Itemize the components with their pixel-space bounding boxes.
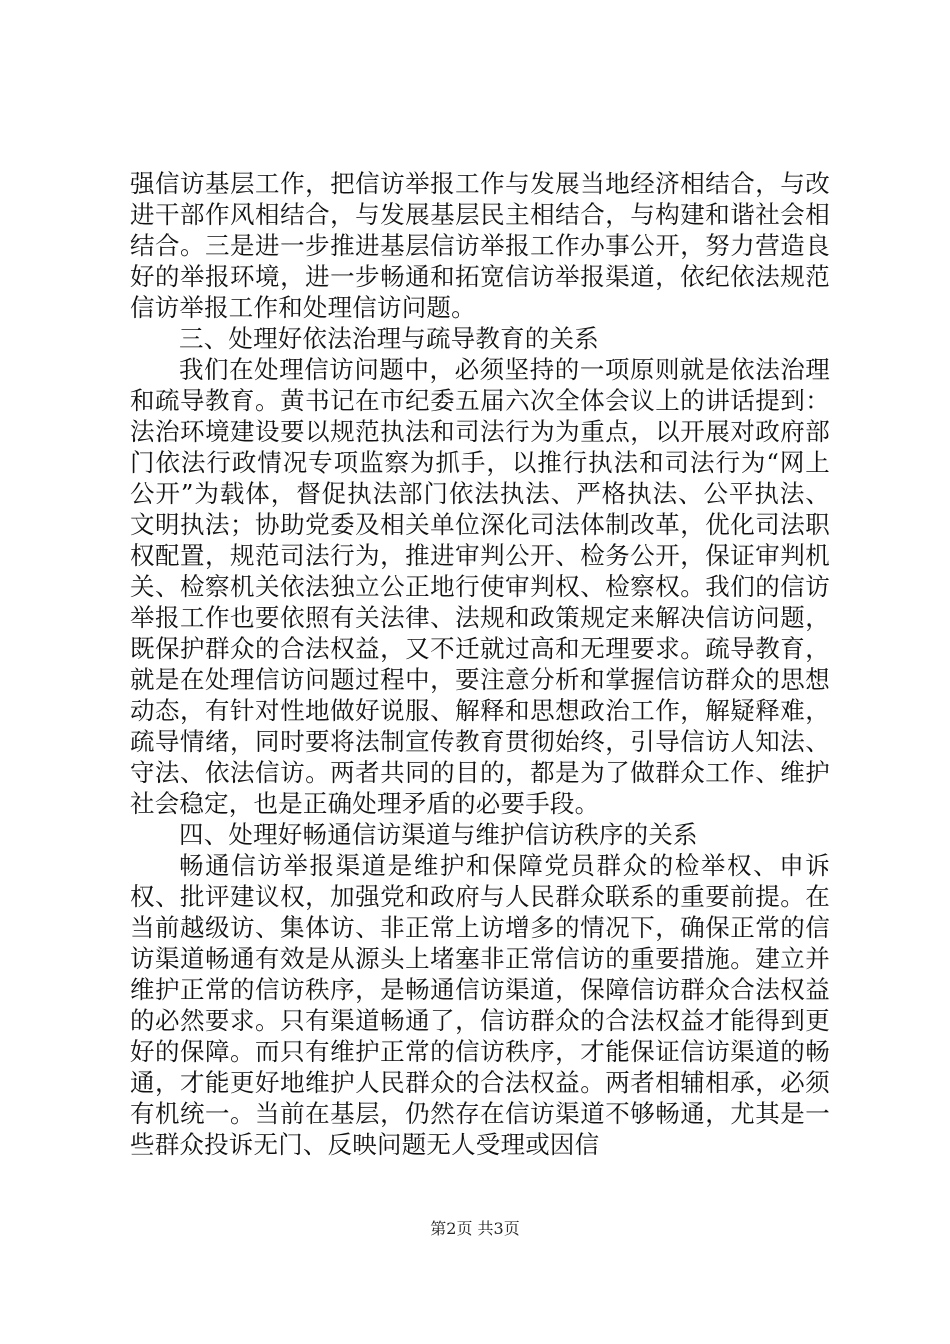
section-heading-3: 三、处理好依法治理与疏导教育的关系 <box>179 324 599 353</box>
document-body <box>130 168 830 1160</box>
paragraph-section-4: 畅通信访举报渠道是维护和保障党员群众的检举权、申诉权、批评建议权，加强党和政府与人民群众联系的重要前提。在当前越级访、集体访、非正常上访增多的情况下，确保正常的信访渠道畅通有效是从源头上堵塞非正常信访的重要措施。建立并维护正常的信访秩序，是畅通信访渠道，保障信访群众合法权益的必然要求。只有渠道畅通了，信访群众的合法权益才能得到更好的保障。而只有维护正常的信访秩序，才能保证信访渠道的畅通，才能更好地维护人民群众的合法权益。两者相辅相承，必须有机统一。当前在基层，仍然存在信访渠道不够畅通，尤其是一些群众投诉无门、反映问题无人受理或因信 <box>130 851 830 1159</box>
paragraph-continuation: 强信访基层工作，把信访举报工作与发展当地经济相结合，与改进干部作风相结合，与发展基层民主相结合，与构建和谐社会相结合。三是进一步推进基层信访举报工作办事公开，努力营造良好的举报环境，进一步畅通和拓宽信访举报渠道，依纪依法规范信访举报工作和处理信访问题。 <box>130 169 830 322</box>
page-number-footer: 第2页 共3页 <box>430 1219 520 1238</box>
section-heading-4: 四、处理好畅通信访渠道与维护信访秩序的关系 <box>179 820 698 849</box>
paragraph-section-3: 我们在处理信访问题中，必须坚持的一项原则就是依法治理和疏导教育。黄书记在市纪委五届六次全体会议上的讲话提到：法治环境建设要以规范执法和司法行为为重点，以开展对政府部门依法行政情况专项监察为抓手，以推行执法和司法行为“网上公开”为载体，督促执法部门依法执法、严格执法、公平执法、文明执法；协助党委及相关单位深化司法体制改革，优化司法职权配置，规范司法行为，推进审判公开、检务公开，保证审判机关、检察机关依法独立公正地行使审判权、检察权。我们的信访举报工作也要依照有关法律、法规和政策规定来解决信访问题，既保护群众的合法权益，又不迁就过高和无理要求。疏导教育，就是在处理信访问题过程中，要注意分析和掌握信访群众的思想动态，有针对性地做好说服、解释和思想政治工作，解疑释难，疏导情绪，同时要将法制宣传教育贯彻始终，引导信访人知法、守法、依法信访。两者共同的目的，都是为了做群众工作、维护社会稳定，也是正确处理矛盾的必要手段。 <box>130 355 830 818</box>
